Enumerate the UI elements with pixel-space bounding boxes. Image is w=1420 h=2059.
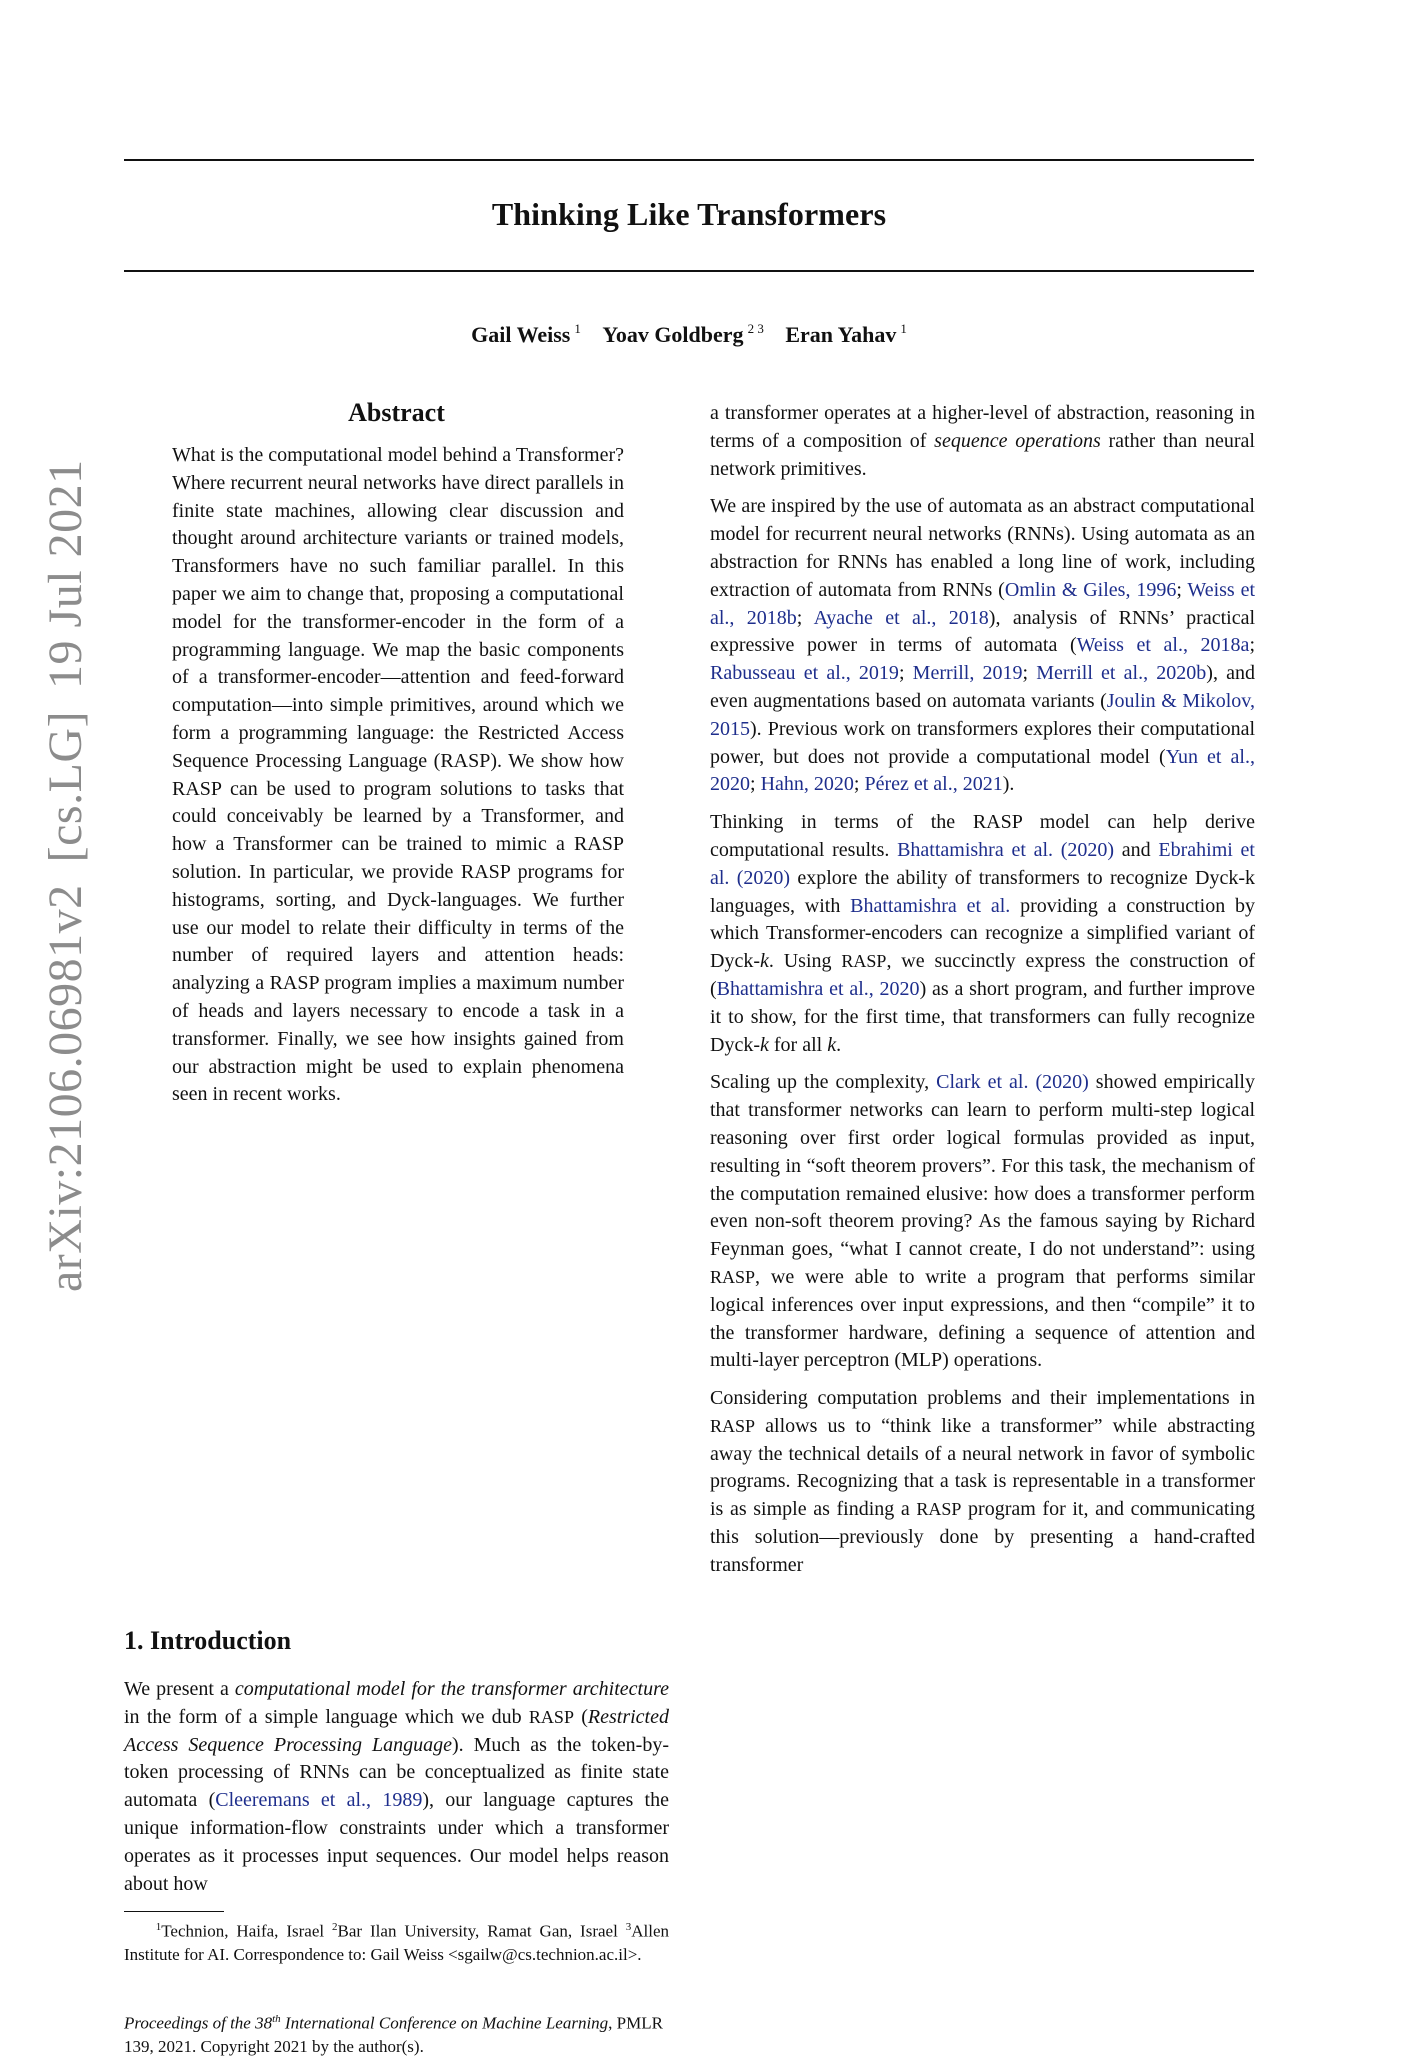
text-run: a transformer operates at a higher-level of abstraction, reasoning in terms of a composition of — [710, 402, 1255, 452]
math-k: k — [759, 1033, 769, 1056]
emphasis: sequence operations — [934, 429, 1101, 452]
text-run: explore the ability of transformers to recognize Dyck-k languages, with — [710, 866, 1255, 917]
abstract-heading: Abstract — [348, 398, 445, 427]
citation-link[interactable]: Merrill, 2019 — [912, 662, 1023, 685]
citation-link[interactable]: Bhattamishra et al. — [850, 894, 1011, 917]
citation-link[interactable]: Pérez et al., 2021 — [864, 773, 1003, 796]
text-run: , PMLR 139, 2021. Copyright 2021 by the author(s). — [124, 2013, 663, 2057]
text-run: ). Much as the token-by-token processing of RNNs can be conceptualized as finite state automata ( — [124, 1733, 670, 1812]
citation-link[interactable]: Ebrahimi et al. (2020) — [710, 838, 1255, 889]
text-run: in the form of a simple language which we dub — [124, 1705, 529, 1728]
text-run: ), analysis of RNNs’ practical expressive power in terms of automata ( — [710, 606, 1256, 657]
text-run: ), and even augmentations based on automata variants ( — [710, 662, 1255, 712]
arxiv-id: arXiv:2106.06981v2 — [39, 884, 92, 1292]
footnote-marker: 3 — [625, 1921, 632, 1933]
title-rule-bottom — [124, 270, 1254, 272]
proceedings-notice — [124, 2008, 669, 2059]
text-run: and — [1114, 838, 1159, 861]
rasp-name: RASP — [710, 1266, 756, 1287]
footnote-divider — [124, 1911, 224, 1912]
text-run: program for it, and communicating this solution—previously done by presenting a hand-crafted transformer — [710, 1498, 1255, 1576]
text-run: ( — [573, 1705, 588, 1728]
paragraph — [710, 400, 1255, 483]
text-run: ) as a short program, and further improve it to show, for the first time, that transformers can fully recognize Dyck- — [710, 977, 1255, 1056]
citation-link[interactable]: Cleeremans et al., 1989 — [215, 1789, 423, 1812]
text-run: . Using — [768, 950, 842, 973]
footnote-marker: 2 — [332, 1921, 338, 1933]
rasp-name: RASP — [528, 1706, 574, 1727]
rasp-name: RASP — [710, 1415, 756, 1436]
text-run: , we succinctly express the construction of ( — [710, 950, 1255, 1000]
arxiv-stamp — [38, 437, 93, 1292]
text-run: allows us to “think like a transformer” while abstracting away the technical details of a neural network in favor of symbolic programs. Recognizing that a task is representable in a transformer is as simple as finding a — [710, 1414, 1255, 1521]
paragraph — [710, 1385, 1255, 1580]
author-affiliation: 1 — [900, 321, 907, 336]
superscript: th — [272, 2013, 281, 2025]
citation-link[interactable]: Rabusseau et al., 2019 — [710, 662, 899, 685]
intro-paragraph — [124, 1676, 669, 1898]
section-heading: 1. Introduction — [124, 1626, 292, 1655]
citation-link[interactable]: Weiss et al., 2018a — [1076, 634, 1250, 657]
text-run: ). Previous work on transformers explores their computational power, but does not provide a computational model ( — [710, 717, 1255, 768]
author-name: Yoav Goldberg — [602, 322, 744, 347]
paragraph: We are inspired by the use of automata as an abstract computational model for recurrent neural networks (RNNs). Using automata as an abstraction for RNNs has enabled a long line of work, including extraction of automata from RNNs (Omlin & Giles, 1996; Weiss et al., 2018b; Ayache et al., 2018), analysis of RNNs’ practical expressive power in terms of automata (Weiss et al., 2018a; Rabusseau et al., 2019; Merrill, 2019; Merrill et al., 2020b), and even augmentations based on automata variants (Joulin & Mikolov, 2015). Previous work on transformers explores their computational power, but does not provide a computational model (Yun et al., 2020; Hahn, 2020; Pérez et al., 2021). — [710, 495, 1256, 796]
footnote-marker: 1 — [155, 1921, 162, 1933]
emphasis: Restricted Access Sequence Processing Language — [124, 1705, 669, 1756]
citation-link[interactable]: Bhattamishra et al. (2020) — [897, 838, 1115, 861]
author-affiliation: 1 — [574, 321, 581, 336]
author — [602, 322, 763, 347]
citation-link[interactable]: Weiss et al., 2018b — [710, 578, 1256, 629]
text-run: We present a — [124, 1678, 235, 1700]
emphasis: International Conference on Machine Learning — [280, 2013, 609, 2033]
author-name: Eran Yahav — [785, 322, 897, 347]
math-k: k — [759, 950, 769, 973]
text-run: Considering computation problems and their implementations in — [710, 1387, 1255, 1410]
text-run: ). — [1002, 773, 1015, 796]
emphasis: computational model for the transformer architecture — [234, 1678, 669, 1700]
text-run: Scaling up the complexity, — [710, 1071, 937, 1094]
title-rule-top — [124, 159, 1254, 161]
citation-link[interactable]: Joulin & Mikolov, 2015 — [710, 689, 1255, 740]
text-run: Bar Ilan University, Ramat Gan, Israel — [337, 1921, 626, 1941]
emphasis: Proceedings of the 38 — [124, 2013, 273, 2033]
arxiv-date: 19 Jul 2021 — [39, 459, 92, 689]
citation-link[interactable]: Yun et al., 2020 — [710, 745, 1255, 796]
paragraph — [710, 809, 1255, 1059]
text-run: rather than neural network primitives. — [710, 429, 1255, 480]
rasp-name: RASP — [916, 1499, 962, 1520]
author-list — [124, 321, 1254, 348]
math-k: k — [827, 1033, 837, 1056]
citation-link[interactable]: Clark et al. (2020) — [936, 1071, 1089, 1094]
text-run: ), our language captures the unique information-flow constraints under which a transformer operates as it processes input sequences. Our model helps reason about how — [124, 1789, 669, 1895]
text-run: We are inspired by the use of automata as an abstract computational model for recurrent neural networks (RNNs). Using automata as an abstraction for RNNs has enabled a long line of work, including extraction of automata from RNNs ( — [710, 495, 1255, 601]
text-run: Technion, Haifa, Israel — [161, 1921, 333, 1941]
citation-link[interactable]: Hahn, 2020 — [760, 773, 854, 796]
text-run: . — [836, 1033, 842, 1056]
author-name: Gail Weiss — [471, 322, 571, 347]
citation-link[interactable]: Bhattamishra et al., 2020 — [716, 977, 920, 1000]
citation-link[interactable]: Merrill et al., 2020b — [1036, 662, 1207, 685]
rasp-name: RASP — [841, 951, 887, 972]
author — [785, 322, 907, 347]
paper-title: Thinking Like Transformers — [491, 196, 887, 232]
text-run: providing a construction by which Transformer-encoders can recognize a simplified variant of Dyck- — [710, 894, 1255, 973]
arxiv-category: [cs.LG] — [39, 710, 92, 863]
author — [471, 322, 581, 347]
text-run: Allen Institute for AI. Correspondence to: Gail Weiss <sgailw@cs.technion.ac.il>. — [124, 1921, 670, 1965]
abstract-text: What is the computational model behind a Transformer? Where recurrent neural networks have direct parallels in finite state machines, allowing clear discussion and thought around architecture variants or trained models, Transformers have no such familiar parallel. In this paper we aim to change that, proposing a computational model for the transformer-encoder in the form of a programming language. We map the basic components of a transformer-encoder—attention and feed-forward computation—into simple primitives, around which we form a programming language: the Restricted Access Sequence Processing Language (RASP). We show how RASP can be used to program solutions to tasks that could conceivably be learned by a Transformer, and how a Transformer can be trained to mimic a RASP solution. In particular, we provide RASP programs for histograms, sorting, and Dyck-languages. We further use our model to relate their difficulty in terms of the number of required layers and attention heads: analyzing a RASP program implies a maximum number of heads and layers necessary to encode a task in a transformer. Finally, we see how insights gained from our abstraction might be used to explain phenomena seen in recent works. — [172, 444, 624, 1106]
author-affiliation: 2 3 — [747, 321, 764, 336]
paragraph — [710, 1069, 1255, 1375]
citation-link[interactable]: Ayache et al., 2018 — [813, 606, 989, 629]
text-run: , we were able to write a program that performs similar logical inferences over input expressions, and then “compile” it to the transformer hardware, defining a sequence of attention and multi-layer perceptron (MLP) operations. — [710, 1265, 1255, 1372]
citation-link[interactable]: Omlin & Giles, 1996 — [1004, 578, 1177, 601]
footnote-affiliations — [124, 1916, 669, 1967]
text-run: for all — [768, 1033, 828, 1056]
text-run: showed empirically that transformer networks can learn to perform multi-step logical reasoning over first order logical formulas provided as input, resulting in “soft theorem provers”. For this task, the mechanism of the computation remained elusive: how does a transformer perform even non-soft theorem proving? As the famous saying by Richard Feynman goes, “what I cannot create, I do not understand”: using — [710, 1071, 1255, 1261]
text-run: Thinking in terms of the RASP model can help derive computational results. — [710, 811, 1255, 861]
right-column — [710, 400, 1255, 1590]
left-column — [124, 398, 670, 2057]
